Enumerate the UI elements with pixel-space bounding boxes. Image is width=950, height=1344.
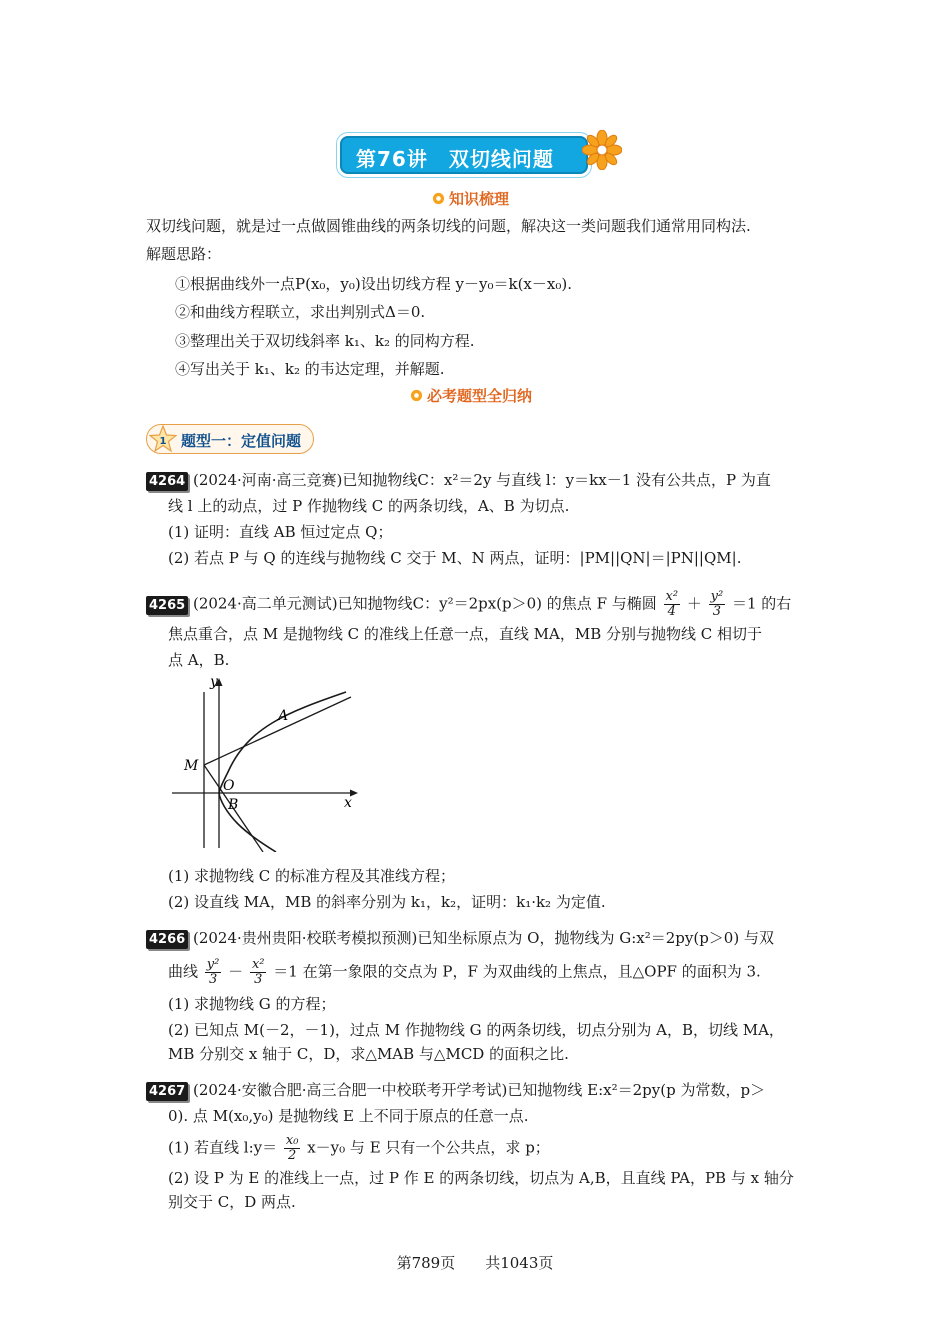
question-text: (2024·贵州贵阳·校联考模拟预测)已知坐标原点为 O，抛物线为 G:x²＝2py(p＞0) 与双 [192,929,774,947]
question-4264-part2: (2) 若点 P 与 Q 的连线与抛物线 C 交于 M、N 两点，证明：|PM||QN|＝|PN||QM|. [168,549,742,567]
fig-label-M: M [184,758,199,774]
question-4264-line2: 线 l 上的动点，过 P 作抛物线 C 的两条切线，A、B 为切点. [168,497,570,515]
question-text: (1) 若直线 l:y＝ [168,1138,278,1157]
question-4264-line1 [146,468,771,492]
question-4265-line1 [146,590,791,619]
step-item: ③整理出关于双切线斜率 k₁、k₂ 的同构方程. [175,332,475,350]
section-types-label: 必考题型全归纳 [427,387,533,405]
fraction: $\frac{\text{x₀}}{2}$ [285,1133,299,1163]
fig-label-A: A [278,708,289,724]
question-4266-part2b: MB 分别交 x 轴于 C，D，求△MAB 与△MCD 的面积之比. [168,1045,569,1063]
question-4267-part2b: 别交于 C，D 两点. [168,1193,296,1211]
approach-label: 解题思路： [146,245,222,263]
question-text: (2024·河南·高三竞赛)已知抛物线C：x²＝2y 与直线 l：y＝kx－1 没有公共点，P 为直 [192,471,771,489]
question-text: ＝1 的右 [732,594,792,613]
fraction: $\frac{\text{y²}}{3}$ [710,589,724,619]
fig-label-x: x [344,795,352,811]
fraction: $\frac{\text{y²}}{3}$ [206,957,220,987]
question-4266-line1 [146,926,774,950]
question-number: 4264 [146,472,188,491]
fraction: $\frac{\text{x²}}{4}$ [665,589,679,619]
fig-label-O: O [223,778,235,794]
question-4265-line3: 点 A，B. [168,651,230,669]
question-4267-part1 [168,1134,550,1163]
question-4266-part2a: (2) 已知点 M(－2，－1)，过点 M 作抛物线 G 的两条切线，切点分别为 A，B，切线 MA， [168,1021,784,1039]
question-4266-part1: (1) 求抛物线 G 的方程； [168,995,336,1013]
fig-label-y: y [210,674,218,690]
flower-bullet-icon [432,192,445,205]
intro-paragraph: 双切线问题，就是过一点做圆锥曲线的两条切线的问题，解决这一类问题我们通常用同构法. [146,217,751,235]
step-item: ①根据曲线外一点P(x₀，y₀)设出切线方程 y－y₀＝k(x－x₀). [175,275,572,293]
page-footer: 第789页 共1043页 [396,1254,554,1272]
question-text: x－y₀ 与 E 只有一个公共点，求 p； [307,1138,550,1157]
step-item: ②和曲线方程联立，求出判别式Δ＝0. [175,303,426,321]
flower-icon [582,130,622,170]
question-text: (2024·高二单元测试)已知抛物线C：y²＝2px(p＞0) 的焦点 F 与椭圆 [192,594,657,613]
question-4265-line2: 焦点重合，点 M 是抛物线 C 的准线上任意一点，直线 MA，MB 分别与抛物线 C 相切于 [168,625,763,643]
section-knowledge-label: 知识梳理 [449,190,510,208]
chapter-title: 第76讲 双切线问题 [356,147,554,171]
question-4265-part1: (1) 求抛物线 C 的标准方程及其准线方程； [168,867,456,885]
question-4267-line2: 0). 点 M(x₀,y₀) 是抛物线 E 上不同于原点的任意一点. [168,1107,529,1125]
question-4266-line2 [168,958,761,987]
section-heading-knowledge [432,188,509,209]
chapter-title-banner [340,136,588,174]
question-number: 4265 [146,596,188,615]
fraction: $\frac{\text{x²}}{3}$ [251,957,265,987]
question-number: 4266 [146,930,188,949]
type-badge-number: 1 [159,436,167,447]
question-text: (2024·安徽合肥·高三合肥一中校联考开学考试)已知抛物线 E:x²＝2py(p 为常数，p＞ [192,1081,766,1099]
question-4265-part2: (2) 设直线 MA，MB 的斜率分别为 k₁，k₂，证明：k₁·k₂ 为定值. [168,893,606,911]
question-4267-line1 [146,1078,765,1102]
plus-sign: ＋ [686,594,702,613]
question-type-tag [146,424,314,454]
section-heading-types [410,385,532,406]
question-4267-part2a: (2) 设 P 为 E 的准线上一点，过 P 作 E 的两条切线，切点为 A,B，且直线 PA，PB 与 x 轴分 [168,1169,794,1187]
minus-sign: － [228,962,244,981]
step-item: ④写出关于 k₁、k₂ 的韦达定理，并解题. [175,360,445,378]
question-4264-part1: (1) 证明：直线 AB 恒过定点 Q； [168,523,393,541]
question-number: 4267 [146,1082,188,1101]
flower-bullet-icon [410,389,423,402]
question-text: 曲线 [168,962,199,981]
parabola-tangent-figure [168,672,368,852]
fig-label-B: B [228,797,239,813]
question-type-label: 题型一：定值问题 [181,432,302,450]
question-text: ＝1 在第一象限的交点为 P，F 为双曲线的上焦点，且△OPF 的面积为 3. [273,962,761,981]
star-badge-icon [149,425,177,453]
